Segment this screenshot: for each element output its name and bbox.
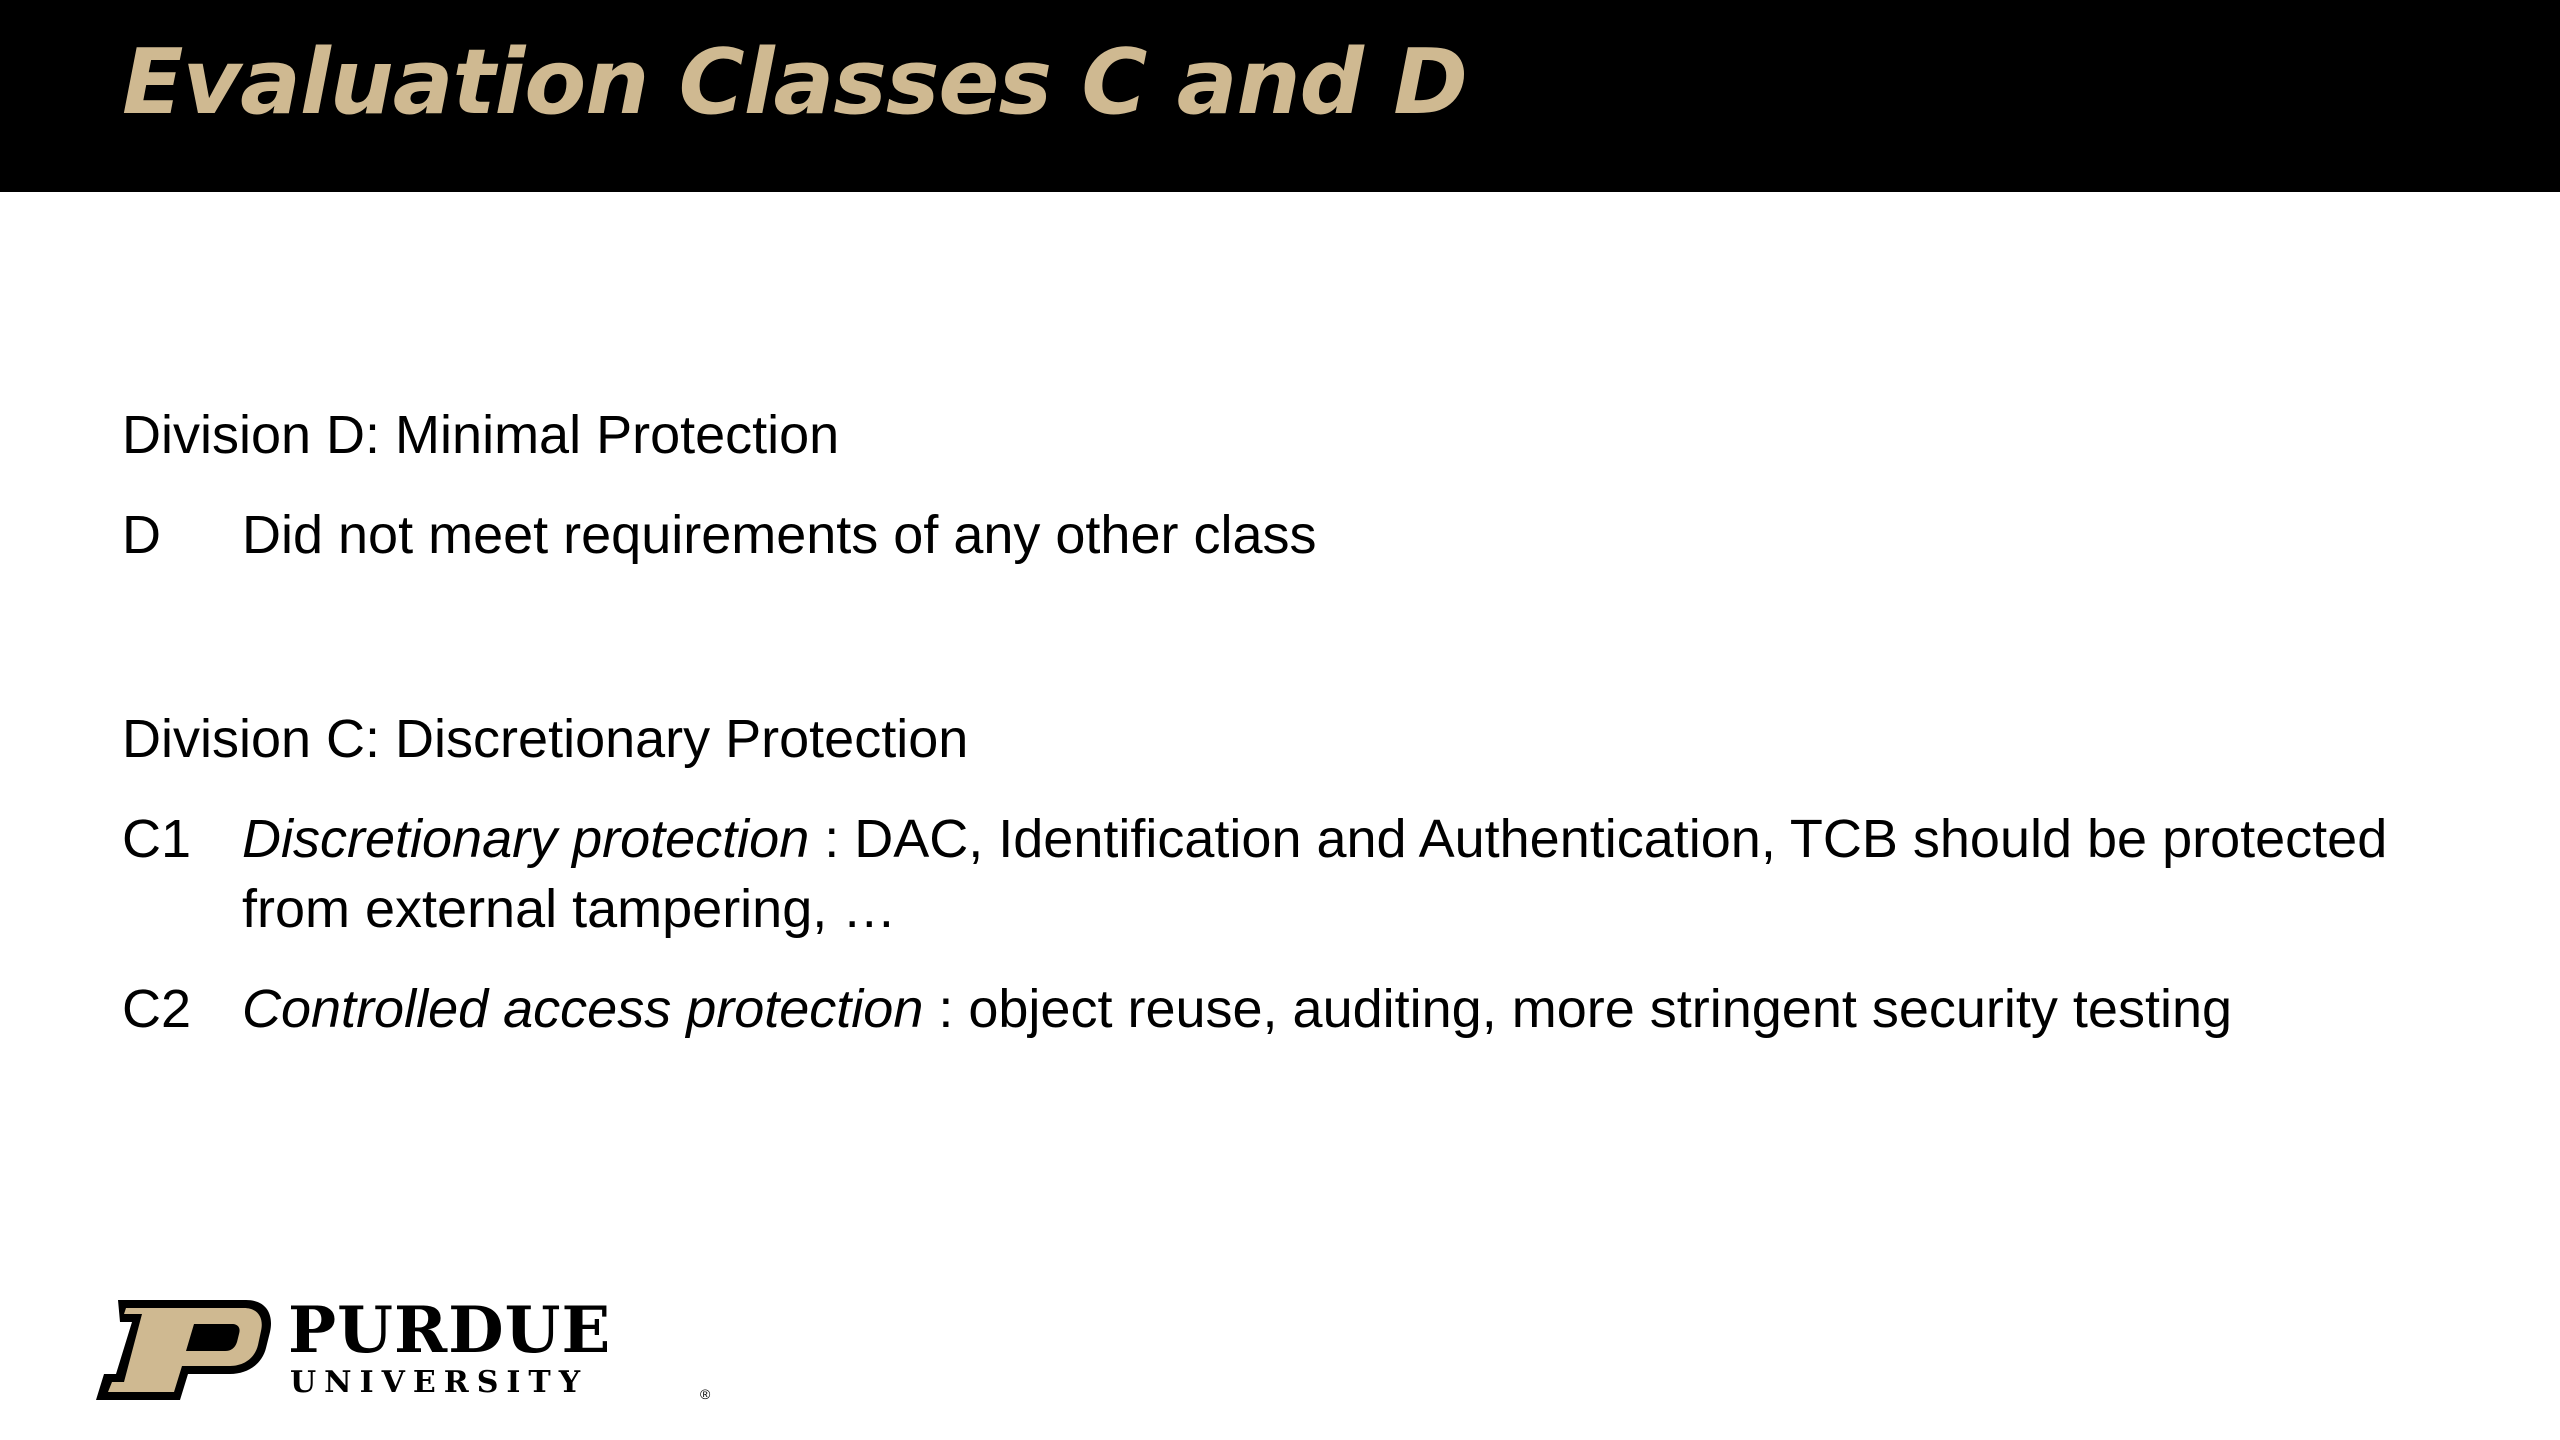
class-name: Controlled access protection: [242, 979, 924, 1039]
purdue-p-icon: [96, 1300, 272, 1400]
logo-subtitle: UNIVERSITY: [290, 1365, 589, 1400]
class-text: : DAC, Identification and Authentication, TCB should be protected from external tampering, …: [242, 809, 2388, 939]
class-name: Discretionary protection: [242, 809, 810, 869]
class-code: D: [122, 505, 161, 565]
division-d-heading: Division D: Minimal Protection: [122, 405, 840, 465]
class-description: [242, 500, 2482, 570]
registered-mark-icon: ®: [700, 1386, 711, 1402]
class-text: : object reuse, auditing, more stringent security testing: [923, 979, 2233, 1039]
class-code: C2: [122, 979, 192, 1039]
division-c-heading: Division C: Discretionary Protection: [122, 709, 969, 769]
purdue-logo: [96, 1293, 711, 1402]
class-description: [242, 804, 2482, 944]
logo-wordmark: PURDUE: [288, 1293, 612, 1368]
class-description: [242, 974, 2482, 1044]
title-bar: [0, 0, 2560, 192]
class-text: Did not meet requirements of any other class: [242, 505, 1317, 565]
class-code: C1: [122, 809, 192, 869]
slide-title: Evaluation Classes C and D: [122, 30, 1468, 135]
